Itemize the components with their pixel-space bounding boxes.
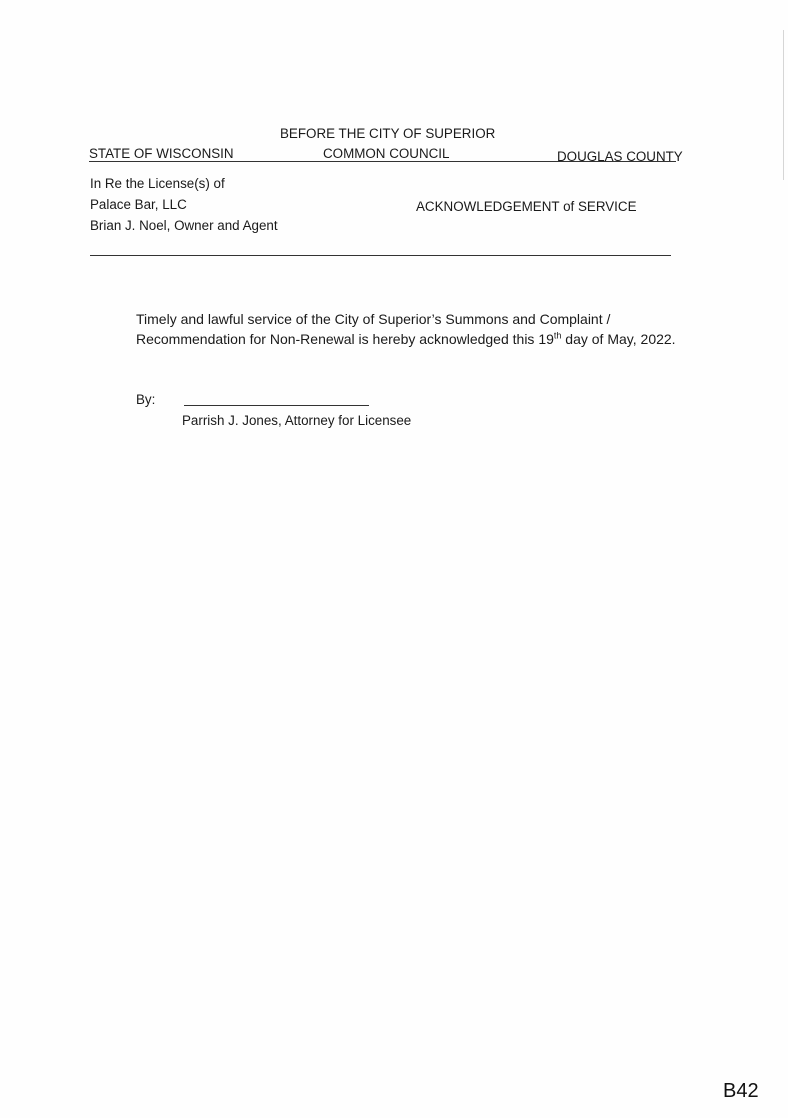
licensee-name: Palace Bar, LLC <box>90 197 187 212</box>
scan-edge-artifact <box>783 30 784 180</box>
body-text-line-2 <box>136 331 676 348</box>
owner-agent: Brian J. Noel, Owner and Agent <box>90 218 278 233</box>
county-label: DOUGLAS COUNTY <box>557 149 683 164</box>
ordinal-suffix: th <box>553 330 562 341</box>
signer-name: Parrish J. Jones, Attorney for Licensee <box>182 413 412 428</box>
in-re-line: In Re the License(s) of <box>90 176 225 191</box>
body-text-line-2-start: Recommendation for Non-Renewal is hereby acknowledged this 19 <box>136 331 554 347</box>
tribunal-heading: BEFORE THE CITY OF SUPERIOR <box>280 126 496 141</box>
state-label: STATE OF WISCONSIN <box>89 146 234 161</box>
body-text-line-1: Timely and lawful service of the City of Superior’s Summons and Complaint / <box>136 311 611 327</box>
council-label: COMMON COUNCIL <box>323 146 450 161</box>
signature-line <box>184 405 369 406</box>
case-caption-row <box>89 146 683 164</box>
by-label: By: <box>136 392 156 407</box>
document-title: ACKNOWLEDGEMENT of SERVICE <box>416 199 637 214</box>
caption-divider <box>90 255 671 256</box>
page-mark: B42 <box>723 1080 759 1102</box>
body-text-line-2-end: day of May, 2022. <box>561 331 676 347</box>
